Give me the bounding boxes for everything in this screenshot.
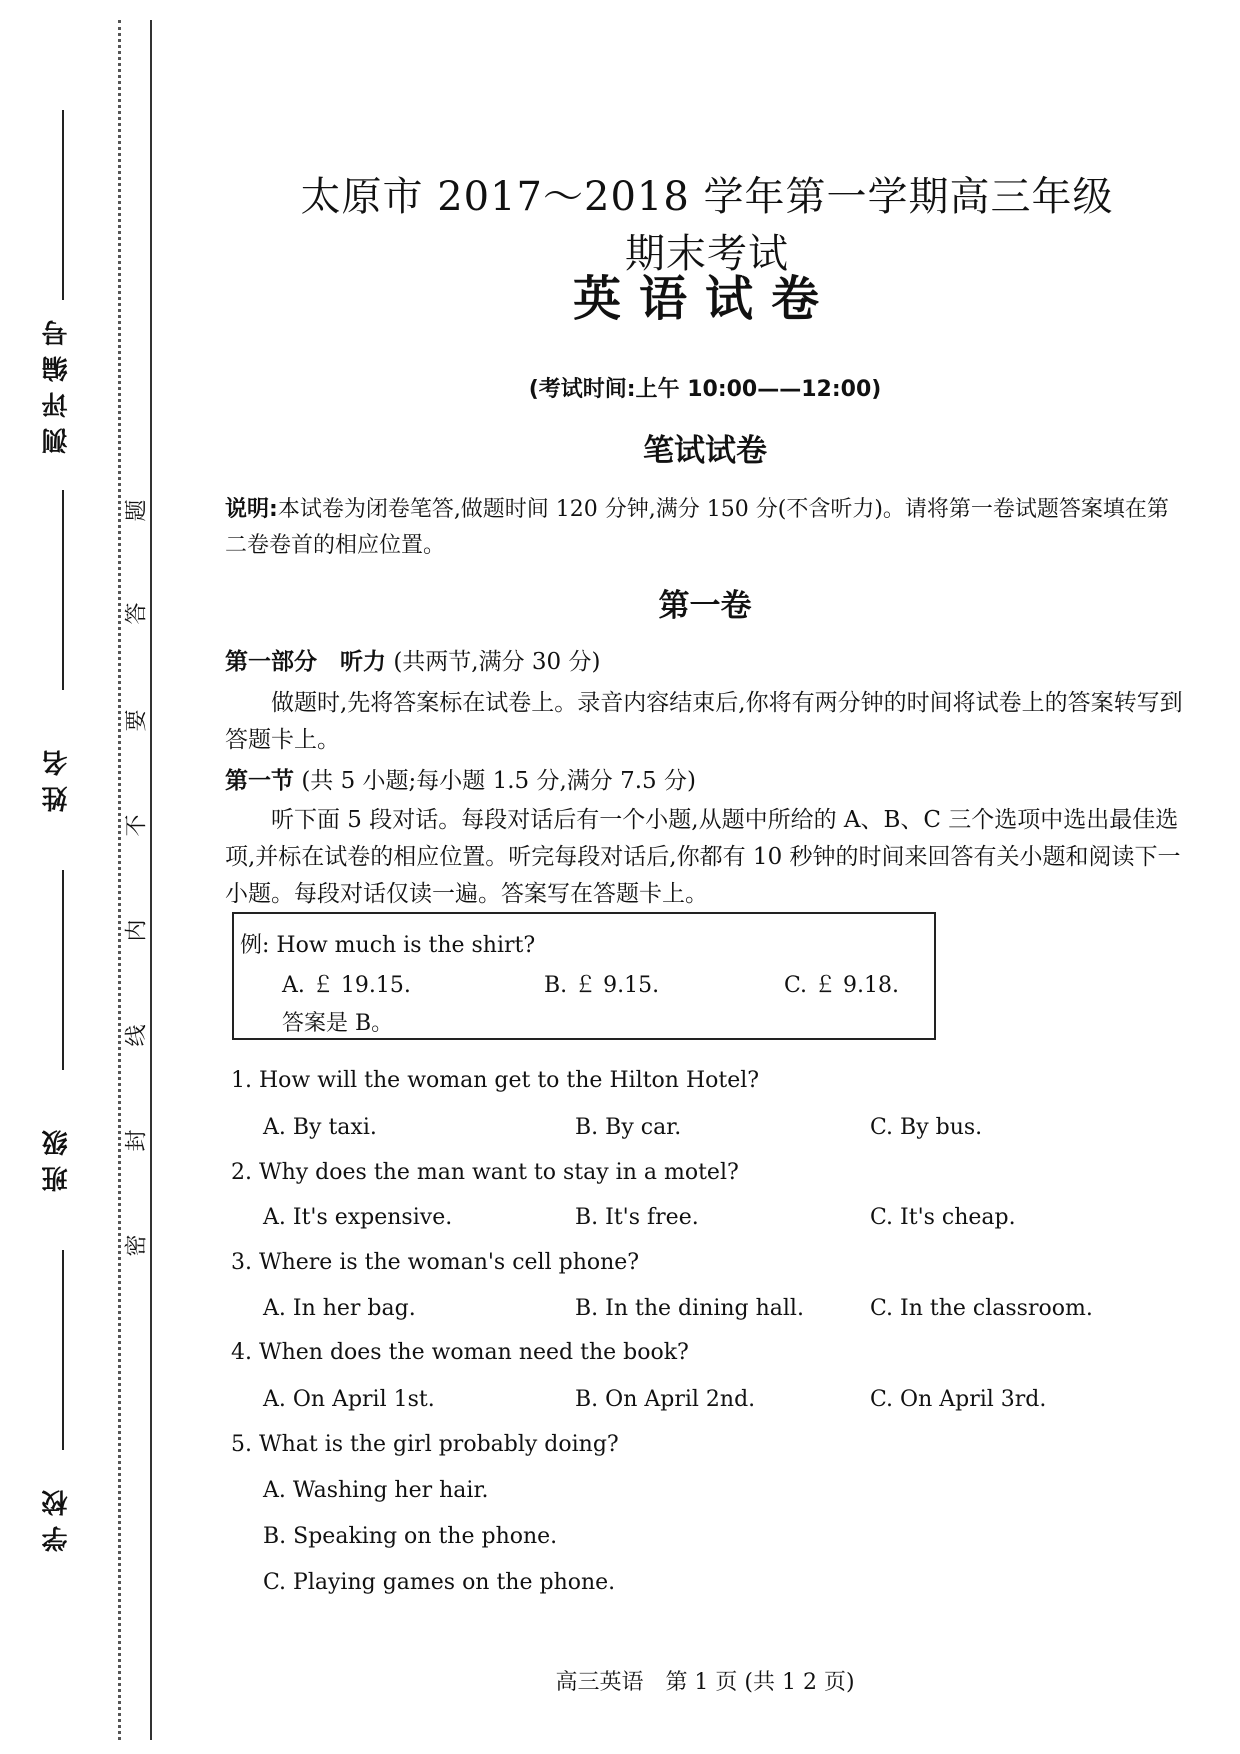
q1-option-b: B. By car. bbox=[575, 1115, 682, 1140]
class-fill-line bbox=[62, 870, 64, 1070]
seal-char: 内 bbox=[124, 919, 150, 942]
volume-heading: 第一卷 bbox=[658, 588, 752, 624]
question-4: 4. When does the woman need the book? bbox=[231, 1340, 689, 1365]
seal-char: 线 bbox=[124, 1024, 150, 1047]
q4-option-a: A. On April 1st. bbox=[263, 1387, 435, 1412]
q1-option-c: C. By bus. bbox=[870, 1115, 983, 1140]
page-footer: 高三英语 第 1 页 (共 1 2 页) bbox=[555, 1670, 855, 1695]
example-option-a: A. ￡ 19.15. bbox=[282, 973, 411, 998]
seal-char: 封 bbox=[124, 1129, 150, 1152]
question-3: 3. Where is the woman's cell phone? bbox=[231, 1250, 640, 1275]
instructions-text: 本试卷为闭卷笔答,做题时间 120 分钟,满分 150 分(不含听力)。请将第一卷试题答案填在第二卷卷首的相应位置。 bbox=[225, 497, 1169, 558]
example-option-c: C. ￡ 9.18. bbox=[784, 973, 900, 998]
q3-option-b: B. In the dining hall. bbox=[575, 1296, 804, 1321]
section1-label: 第一节 bbox=[225, 768, 294, 794]
review-no-fill-line bbox=[62, 110, 64, 300]
q4-option-b: B. On April 2nd. bbox=[575, 1387, 756, 1412]
written-paper-heading: 笔试试卷 bbox=[643, 433, 767, 469]
part1-label: 第一部分 听力 bbox=[225, 649, 386, 675]
seal-char: 密 bbox=[124, 1234, 150, 1257]
exam-title: 太原市 2017～2018 学年第一学期高三年级期末考试 bbox=[300, 174, 1114, 277]
question-2: 2. Why does the man want to stay in a motel? bbox=[231, 1160, 739, 1185]
section1-intro: 听下面 5 段对话。每段对话后有一个小题,从题中所给的 A、B、C 三个选项中选出最佳选项,并标在试卷的相应位置。听完每段对话后,你都有 10 秒钟的时间来回答有关小题和阅读下一小题。每段对话仅读一遍。答案写在答题卡上。 bbox=[225, 807, 1181, 907]
binding-strip bbox=[0, 0, 160, 1754]
question-1: 1. How will the woman get to the Hilton Hotel? bbox=[231, 1068, 760, 1093]
q1-option-a: A. By taxi. bbox=[263, 1115, 377, 1140]
q2-option-c: C. It's cheap. bbox=[870, 1205, 1016, 1230]
part1-intro: 做题时,先将答案标在试卷上。录音内容结束后,你将有两分钟的时间将试卷上的答案转写到答题卡上。 bbox=[225, 690, 1183, 753]
exam-time: (考试时间:上午 10:00——12:00) bbox=[528, 377, 882, 402]
review-no-label: 测评编号 bbox=[42, 310, 72, 454]
seal-char: 要 bbox=[124, 709, 150, 732]
part1-detail: (共两节,满分 30 分) bbox=[393, 649, 601, 675]
section1-detail: (共 5 小题;每小题 1.5 分,满分 7.5 分) bbox=[301, 768, 696, 794]
seal-char: 不 bbox=[124, 814, 150, 837]
q5-option-c: C. Playing games on the phone. bbox=[263, 1570, 616, 1595]
seal-char: 题 bbox=[124, 499, 150, 522]
binding-line bbox=[150, 20, 152, 1740]
school-fill-line bbox=[62, 1250, 64, 1450]
q5-option-b: B. Speaking on the phone. bbox=[263, 1524, 558, 1549]
exam-subtitle: 英语试卷 bbox=[572, 271, 837, 327]
q5-option-a: A. Washing her hair. bbox=[263, 1478, 489, 1503]
dotted-cut-line bbox=[118, 20, 121, 1740]
example-question: 例: How much is the shirt? bbox=[240, 933, 536, 958]
example-answer: 答案是 B。 bbox=[282, 1011, 394, 1036]
q4-option-c: C. On April 3rd. bbox=[870, 1387, 1047, 1412]
question-5: 5. What is the girl probably doing? bbox=[231, 1432, 619, 1457]
seal-char: 答 bbox=[124, 602, 150, 625]
instructions-label: 说明: bbox=[225, 497, 278, 522]
q2-option-b: B. It's free. bbox=[575, 1205, 699, 1230]
class-label: 班级 bbox=[42, 1120, 72, 1192]
name-label: 姓名 bbox=[42, 740, 72, 812]
example-option-b: B. ￡ 9.15. bbox=[544, 973, 660, 998]
section1-heading bbox=[225, 762, 696, 795]
part1-heading bbox=[225, 643, 600, 676]
instructions bbox=[225, 492, 1185, 564]
q3-option-c: C. In the classroom. bbox=[870, 1296, 1093, 1321]
q3-option-a: A. In her bag. bbox=[263, 1296, 416, 1321]
name-fill-line bbox=[62, 490, 64, 690]
q2-option-a: A. It's expensive. bbox=[263, 1205, 453, 1230]
school-label: 学校 bbox=[42, 1480, 72, 1552]
example-box bbox=[232, 912, 936, 1040]
